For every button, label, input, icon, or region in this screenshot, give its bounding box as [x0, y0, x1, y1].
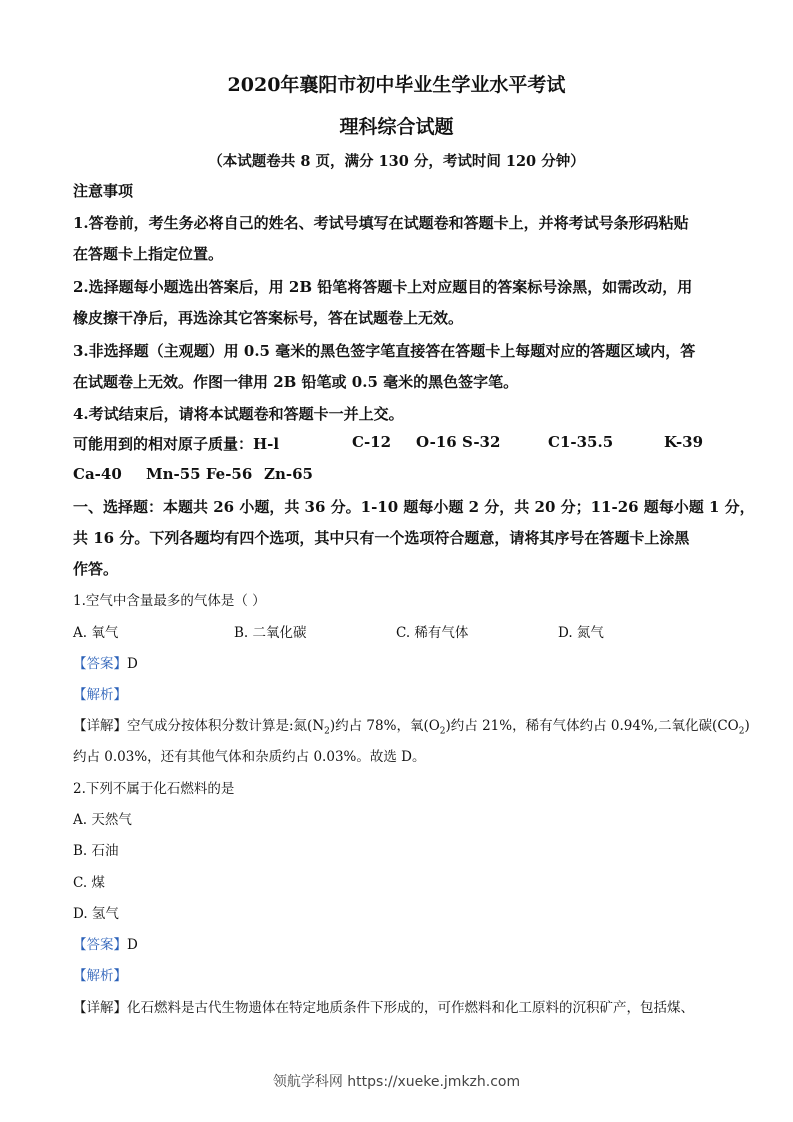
- atomic-mass-ca: Ca-40: [73, 465, 122, 483]
- q2-analysis-tag: 【解析】: [73, 968, 127, 984]
- q2-option-a: A. 天然气: [73, 812, 132, 828]
- atomic-mass-o-s: O-16 S-32: [416, 433, 501, 451]
- q2-answer-row: [73, 933, 138, 953]
- q1-subscript-n2: 2: [324, 726, 330, 737]
- q2-stem: 2.下列不属于化石燃料的是: [73, 781, 235, 797]
- exam-title: 2020年襄阳市初中毕业生学业水平考试: [227, 74, 566, 96]
- q1-answer-tag: 【答案】: [73, 656, 127, 672]
- notice-item-3-line-2: 在试题卷上无效。作图一律用 2B 铅笔或 0.5 毫米的黑色签字笔。: [73, 373, 519, 391]
- q1-analysis-tag: 【解析】: [73, 687, 127, 703]
- q1-answer-value: D: [127, 656, 138, 672]
- q1-subscript-co2: 2: [738, 726, 745, 737]
- q1-stem: 1.空气中含量最多的气体是（ ）: [73, 593, 266, 609]
- notice-item-1-line-2: 在答题卡上指定位置。: [73, 245, 224, 263]
- section1-line-1: 一、选择题：本题共 26 小题，共 36 分。1-10 题每小题 2 分，共 20 分；11-26 题每小题 1 分，: [73, 498, 755, 516]
- q1-answer-row: [73, 652, 138, 672]
- q2-detail-tag: 【详解】: [73, 1000, 127, 1016]
- notice-item-2-line-2: 橡皮擦干净后，再选涂其它答案标号，答在试题卷上无效。: [73, 309, 464, 327]
- q1-detail-text-a: 空气成分按体积分数计算是:氮(N: [127, 718, 325, 734]
- q1-subscript-o2: 2: [439, 726, 446, 737]
- q1-option-c: C. 稀有气体: [396, 625, 469, 641]
- q1-detail-line-2: 约占 0.03%，还有其他气体和杂质约占 0.03%。故选 D。: [73, 749, 426, 765]
- notice-heading: 注意事项: [73, 182, 134, 200]
- q2-detail-line-1: [73, 996, 694, 1016]
- notice-item-3-line-1: 3.非选择题（主观题）用 0.5 毫米的黑色签字笔直接答在答题卡上每题对应的答题区域内，答: [73, 342, 696, 360]
- section1-line-2: 共 16 分。下列各题均有四个选项，其中只有一个选项符合题意，请将其序号在答题卡上涂黑: [73, 529, 690, 547]
- q2-option-b: B. 石油: [73, 843, 119, 859]
- q1-detail-text-d: ): [744, 718, 750, 734]
- q2-answer-value: D: [127, 937, 138, 953]
- q1-option-d: D. 氮气: [558, 625, 604, 641]
- q2-option-c: C. 煤: [73, 875, 105, 891]
- footer-watermark: 领航学科网 https://xueke.jmkzh.com: [272, 1074, 521, 1090]
- atomic-mass-c: C-12: [352, 433, 392, 451]
- q1-option-a: A. 氧气: [73, 625, 119, 641]
- atomic-mass-mn-fe: Mn-55 Fe-56: [146, 465, 253, 483]
- q1-detail-tag: 【详解】: [73, 718, 127, 734]
- exam-subtitle: 理科综合试题: [339, 116, 454, 138]
- q2-option-d: D. 氢气: [73, 906, 119, 922]
- notice-item-4: 4.考试结束后，请将本试题卷和答题卡一并上交。: [73, 405, 404, 423]
- q1-detail-line-1: [73, 714, 750, 737]
- q1-detail-text-b: )约占 78%，氧(O: [329, 718, 440, 734]
- q1-option-b: B. 二氧化碳: [234, 625, 307, 641]
- atomic-mass-zn: Zn-65: [264, 465, 313, 483]
- q1-detail-text-c: )约占 21%，稀有气体约占 0.94%,二氧化碳(CO: [445, 718, 739, 734]
- exam-info: （本试题卷共 8 页，满分 130 分，考试时间 120 分钟）: [208, 153, 585, 170]
- q2-detail-text: 化石燃料是古代生物遗体在特定地质条件下形成的，可作燃料和化工原料的沉积矿产，包括煤、: [127, 1000, 694, 1016]
- notice-item-1-line-1: 1.答卷前，考生务必将自己的姓名、考试号填写在试题卷和答题卡上，并将考试号条形码粘贴: [73, 214, 689, 232]
- notice-item-2-line-1: 2.选择题每小题选出答案后，用 2B 铅笔将答题卡上对应题目的答案标号涂黑，如需改动，用: [73, 278, 693, 296]
- atomic-mass-cl: C1-35.5: [548, 433, 614, 451]
- q2-answer-tag: 【答案】: [73, 937, 127, 953]
- atomic-mass-label: 可能用到的相对原子质量：H-l: [73, 435, 280, 453]
- section1-line-3: 作答。: [73, 560, 119, 578]
- atomic-mass-k: K-39: [664, 433, 704, 451]
